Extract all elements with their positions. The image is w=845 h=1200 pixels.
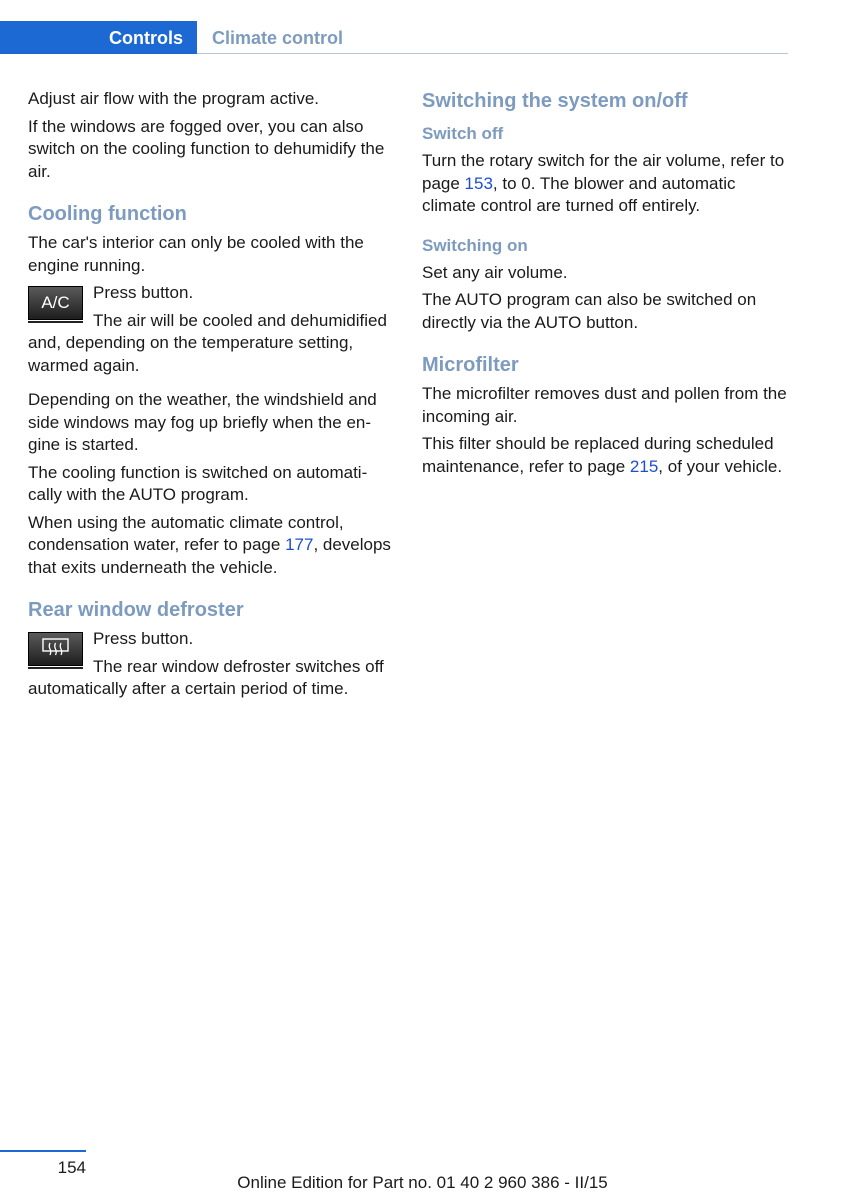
header-divider — [197, 53, 788, 54]
paragraph-switch-off — [422, 150, 794, 218]
ac-button-icon: A/C — [28, 286, 83, 320]
paragraph-weather: Depending on the weather, the windshield and side windows may fog up briefly when the engine is started. — [28, 390, 377, 454]
chapter-tab: Controls — [0, 21, 197, 54]
ac-press-text: Press button. — [93, 283, 194, 302]
footer-divider — [0, 1150, 86, 1152]
right-column — [422, 88, 794, 483]
filter-text-end: , of your vehicle. — [658, 456, 783, 476]
switch-off-text-end: , to 0. The blower and automatic climate control are turned off entirely. — [422, 173, 736, 215]
paragraph-auto-cooling: The cooling function is switched on automatically with the AUTO program. — [28, 462, 368, 504]
switch-off-text-start: Turn the rotary switch for the air volume, refer to page — [422, 151, 785, 193]
paragraph-condensation — [28, 512, 393, 580]
ac-instruction — [28, 282, 393, 377]
paragraph-cooling-intro: The car's interior can only be cooled with the engine running. — [28, 233, 364, 275]
defroster-press-text: Press button. — [93, 629, 194, 648]
heading-rear-window-defroster: Rear window defroster — [28, 599, 244, 621]
heading-switch-off: Switch off — [422, 124, 504, 143]
defroster-instruction — [28, 628, 393, 701]
heading-microfilter: Microfilter — [422, 354, 519, 376]
page-link-215[interactable]: 215 — [629, 456, 659, 476]
heading-cooling-function: Cooling function — [28, 203, 187, 225]
page-number: 154 — [57, 1158, 86, 1177]
defroster-result-text: The rear window defroster switches off automatically after a certain period of time. — [28, 656, 384, 698]
paragraph-fogged-windows: If the windows are fogged over, you can also switch on the cooling function to dehumidify the air. — [28, 116, 385, 181]
paragraph-filter-replace — [422, 433, 794, 478]
paragraph-microfilter: The microfilter removes dust and pollen from the incoming air. — [422, 384, 787, 426]
paragraph-auto-program: The AUTO program can also be switched on directly via the AUTO button. — [422, 290, 757, 332]
paragraph-set-air-volume: Set any air volume. — [422, 262, 568, 282]
page-link-153[interactable]: 153 — [464, 173, 493, 193]
rear-defrost-glyph — [42, 638, 69, 658]
heading-switching-on: Switching on — [422, 235, 528, 255]
heading-switching-system: Switching the system on/off — [422, 90, 688, 112]
page-link-177[interactable]: 177 — [285, 535, 314, 554]
edition-footer: Online Edition for Part no. 01 40 2 960 386 - II/15 — [237, 1173, 608, 1192]
condensation-text-start: When using the automatic climate control, condensation water, refer to page — [28, 512, 344, 554]
section-title: Climate control — [212, 28, 344, 48]
rear-defrost-icon — [28, 632, 83, 666]
paragraph-air-flow: Adjust air flow with the program active. — [28, 89, 320, 108]
condensation-text-end: , develops that exits underneath the vehicle. — [28, 535, 391, 577]
ac-result-text: The air will be cooled and dehumidified and, depending on the temperature setting, warmed again. — [28, 310, 387, 375]
filter-text-start: This filter should be replaced during scheduled maintenance, refer to page — [422, 434, 774, 476]
left-column — [28, 88, 393, 706]
